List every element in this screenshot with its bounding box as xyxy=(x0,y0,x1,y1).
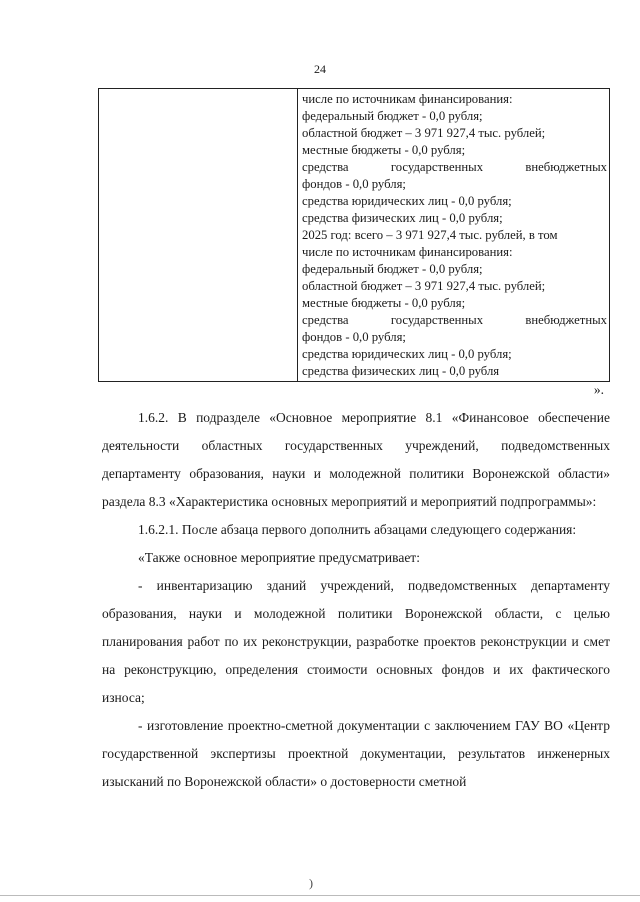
table-line: фондов - 0,0 рубля; xyxy=(302,177,406,191)
paragraph-documentation-item: - изготовление проектно-сметной документации с заключением ГАУ ВО «Центр государственной экспертизы проектной документации, результатов инженерных изысканий по Воронежской области» о достоверности сметной xyxy=(102,718,610,789)
paragraph-inventory-item: - инвентаризацию зданий учреждений, подведомственных департаменту образования, науки и молодежной политики Воронежской области, с целью планирования работ по их реконструкции, разработке проектов реконструкции и смет на реконструкцию, определения стоимости основных фондов и их фактического износа; xyxy=(102,578,610,705)
table-line: областной бюджет – 3 971 927,4 тыс. рублей; xyxy=(302,279,546,293)
table-line: областной бюджет – 3 971 927,4 тыс. рублей; xyxy=(302,126,546,140)
body-text xyxy=(102,404,610,796)
table-line: местные бюджеты - 0,0 рубля; xyxy=(302,143,466,157)
closing-quote-mark: ». xyxy=(593,382,604,397)
table-left-cell xyxy=(99,89,298,381)
table-line: средства государственных внебюджетных xyxy=(302,160,607,174)
table-line: фондов - 0,0 рубля; xyxy=(302,330,406,344)
table-line: средства физических лиц - 0,0 рубля xyxy=(302,364,500,378)
table-line: средства юридических лиц - 0,0 рубля; xyxy=(302,347,512,361)
footer-divider xyxy=(0,895,640,896)
table-line: средства юридических лиц - 0,0 рубля; xyxy=(302,194,512,208)
page-number: 24 xyxy=(314,62,326,76)
footer-mark: ) xyxy=(309,876,313,890)
funding-table xyxy=(98,88,610,382)
table-line: числе по источникам финансирования: xyxy=(302,245,513,259)
paragraph-intro-quote: «Также основное мероприятие предусматривает: xyxy=(138,550,420,565)
table-line: местные бюджеты - 0,0 рубля; xyxy=(302,296,466,310)
table-line: федеральный бюджет - 0,0 рубля; xyxy=(302,109,483,123)
table-line: средства физических лиц - 0,0 рубля; xyxy=(302,211,503,225)
table-line: средства государственных внебюджетных xyxy=(302,313,607,327)
table-line: федеральный бюджет - 0,0 рубля; xyxy=(302,262,483,276)
paragraph-section-1-6-2: 1.6.2. В подразделе «Основное мероприятие 8.1 «Финансовое обеспечение деятельности областных государственных учреждений, подведомственных департаменту образования, науки и молодежной политики Воронежской области» раздела 8.3 «Характеристика основных мероприятий и мероприятий подпрограммы»: xyxy=(102,410,610,509)
table-line: числе по источникам финансирования: xyxy=(302,92,513,106)
table-right-cell xyxy=(298,89,609,381)
table-line: 2025 год: всего – 3 971 927,4 тыс. рублей, в том xyxy=(302,228,558,242)
paragraph-section-1-6-2-1: 1.6.2.1. После абзаца первого дополнить абзацами следующего содержания: xyxy=(138,522,577,537)
